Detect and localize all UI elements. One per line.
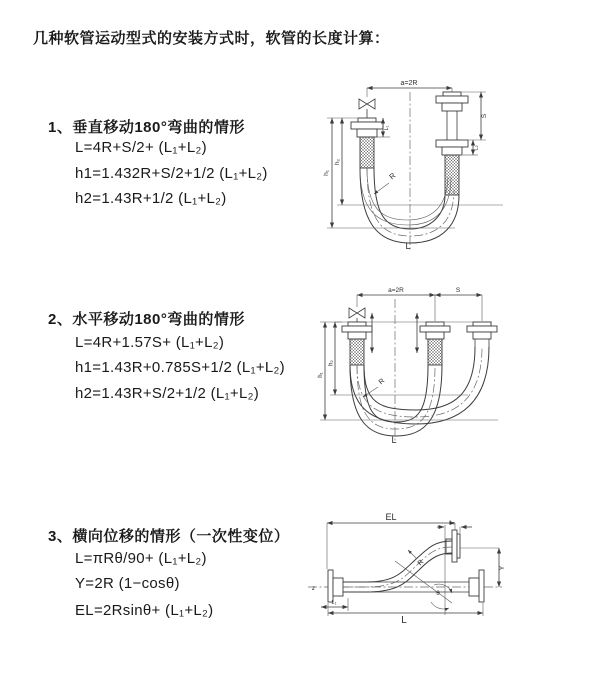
middle-flange [420, 322, 450, 339]
left-flange [351, 118, 383, 137]
dimension-a2r [357, 287, 435, 295]
left-flange [328, 570, 343, 602]
dimension-s [435, 287, 482, 295]
dim-label-l1: L₁ [331, 600, 337, 606]
section-3-heading: 3、横向位移的情形（一次性变位） [48, 528, 290, 545]
dim-label-y: Y [499, 565, 506, 571]
dim-label-l1: L₁ [384, 125, 390, 131]
section-3-formula-EL: EL=2Rsinθ+ (L₁+L₂) [75, 602, 214, 619]
right-flange-lower [436, 140, 468, 155]
section-1-heading: 1、垂直移动180°弯曲的情形 [48, 119, 245, 136]
length-label-l: L [391, 435, 397, 445]
dim-label-h2: h₂ [328, 360, 335, 366]
left-flange [342, 322, 372, 339]
dimension-a2r [367, 80, 452, 97]
dim-label-h1: h₁ [318, 372, 324, 378]
length-label-l: L [401, 615, 407, 626]
section-3-formula-Y: Y=2R (1−cosθ) [75, 575, 180, 592]
angle-label-theta: θ [436, 590, 440, 597]
page-title: 几种软管运动型式的安装方式时，软管的长度计算： [33, 30, 390, 47]
dimension-l1 [321, 598, 348, 611]
angle-theta [431, 584, 452, 609]
section-3-formula-L: L=πRθ/90+ (L₁+L₂) [75, 550, 207, 567]
break-symbol: z [312, 586, 315, 592]
left-braided-hose [360, 137, 374, 168]
dim-label-r: R [387, 170, 398, 182]
diagram-lateral-displacement [300, 503, 600, 645]
diagram-horizontal-180-bend [310, 283, 600, 455]
section-2-formula-L: L=4R+1.57S+ (L₁+L₂) [75, 334, 225, 351]
dim-label-r: R [377, 377, 387, 387]
dim-label-l2: L₂ [449, 520, 455, 526]
dim-label-s: S [455, 287, 461, 294]
dimension-l [328, 603, 483, 626]
left-braided-hose [350, 339, 364, 365]
length-label-l: L [405, 241, 411, 251]
section-2-formula-h2: h2=1.43R+S/2+1/2 (L₁+L₂) [75, 385, 260, 402]
valve-icon [359, 99, 375, 118]
diagram-vertical-180-bend [315, 72, 600, 260]
section-1-formula-h1: h1=1.432R+S/2+1/2 (L₁+L₂) [75, 165, 268, 182]
dim-label-l2: L₂ [473, 145, 480, 151]
dim-label-a2r: a=2R [400, 80, 418, 87]
dim-label-r: R [416, 558, 426, 568]
right-braided-hose [445, 155, 459, 195]
section-1-formula-h2: h2=1.43R+1/2 (L₁+L₂) [75, 190, 227, 207]
dim-label-a2r: a=2R [388, 287, 404, 294]
right-flange-raised [436, 92, 468, 111]
section-2-heading: 2、水平移动180°弯曲的情形 [48, 311, 245, 328]
section-2-formula-h1: h1=1.43R+0.785S+1/2 (L₁+L₂) [75, 359, 285, 376]
radius-label [374, 171, 398, 194]
valve-icon [349, 308, 365, 322]
section-1-formula-L: L=4R+S/2+ (L₁+L₂) [75, 139, 207, 156]
dim-label-h1: h₁ [323, 170, 330, 176]
dimension-h1-h2 [318, 322, 498, 420]
hose-curves [360, 168, 459, 243]
top-flange-displaced [446, 530, 460, 562]
dim-label-h2: h₂ [334, 158, 341, 166]
dim-label-s: S [481, 113, 488, 119]
dim-label-el: EL [385, 512, 397, 522]
middle-braided-hose [428, 339, 442, 365]
dimension-h1-h2 [323, 118, 503, 228]
right-flange-moved [467, 322, 497, 339]
right-flange-original [469, 570, 484, 602]
dimension-el [327, 512, 455, 569]
